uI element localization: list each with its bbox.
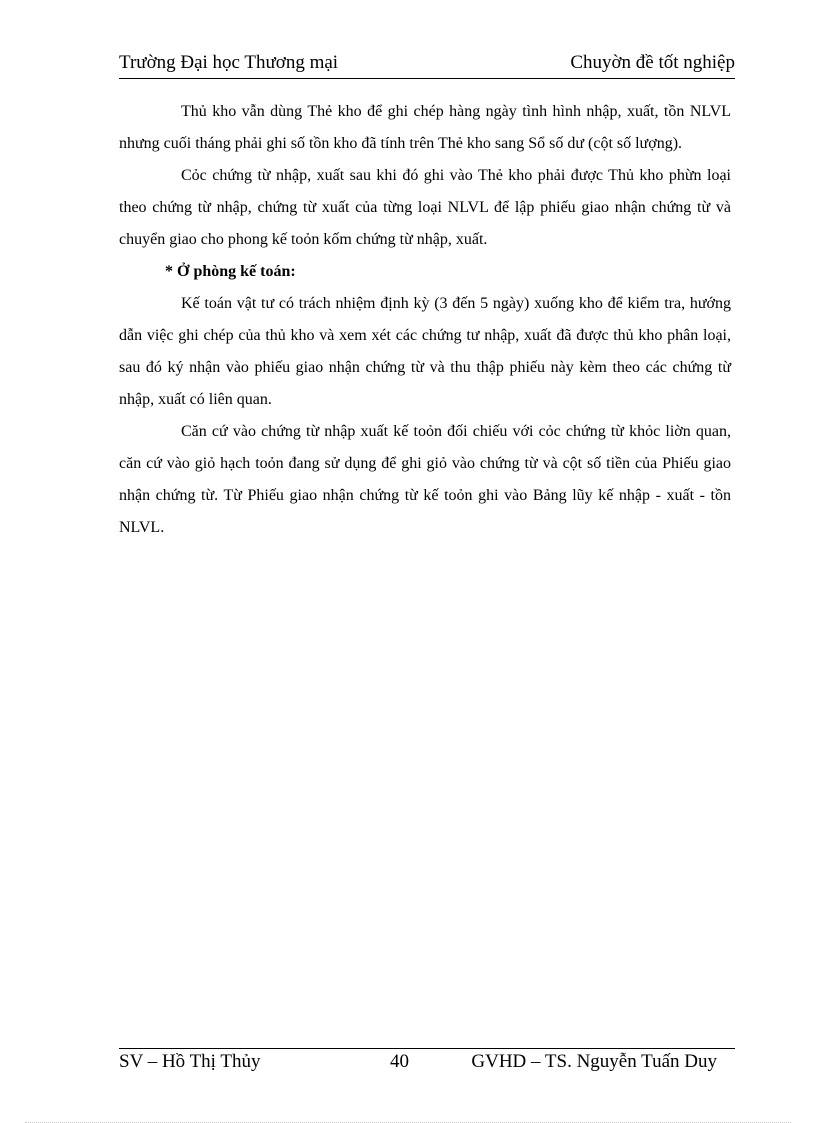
page-header xyxy=(119,52,735,79)
page-footer xyxy=(119,1048,735,1077)
paragraph-2: Cỏc chứng từ nhập, xuất sau khi đó ghi vào Thẻ kho phải được Thủ kho phừn loại theo chứng từ nhập, chứng từ xuất của từng loại NLVL để lập phiếu giao nhận chứng từ và chuyển giao cho phong kế toỏn kốm chứng từ nhập, xuất. xyxy=(119,167,731,248)
footer-student: SV – Hồ Thị Thủy xyxy=(119,1051,261,1072)
paragraph-3: Kế toán vật tư có trách nhiệm định kỳ (3 đến 5 ngày) xuống kho để kiểm tra, hướng dẫn việc ghi chép của thủ kho và xem xét các chứng tư nhập, xuất đã được thủ kho phân loại, sau đó ký nhận vào phiếu giao nhận chứng từ và thu thập phiếu này kèm theo các chứng từ nhập, xuất có liên quan. xyxy=(119,295,731,408)
page-number: 40 xyxy=(390,1051,409,1072)
paragraph-1: Thủ kho vẫn dùng Thẻ kho để ghi chép hàng ngày tình hình nhập, xuất, tồn NLVL nhưng cuối tháng phải ghi số tồn kho đã tính trên Thẻ kho sang Sổ số dư (cột số lượng). xyxy=(119,103,731,152)
section-heading: * Ở phòng kế toán: xyxy=(165,263,296,280)
header-school: Trường Đại học Thương mại xyxy=(119,52,339,73)
paragraph-4: Căn cứ vào chứng từ nhập xuất kế toỏn đối chiếu với cỏc chứng từ khỏc liờn quan, căn cứ vào giỏ hạch toỏn đang sử dụng để ghi giỏ vào chứng từ và cột số tiền của Phiếu giao nhận chứng từ. Từ Phiếu giao nhận chứng từ kế toỏn ghi vào Bảng lũy kế nhập - xuất - tồn NLVL. xyxy=(119,423,731,536)
footer-advisor: GVHD – TS. Nguyễn Tuấn Duy xyxy=(471,1051,717,1072)
page-body xyxy=(119,96,731,544)
header-doc-type: Chuyờn đề tốt nghiệp xyxy=(570,52,735,73)
